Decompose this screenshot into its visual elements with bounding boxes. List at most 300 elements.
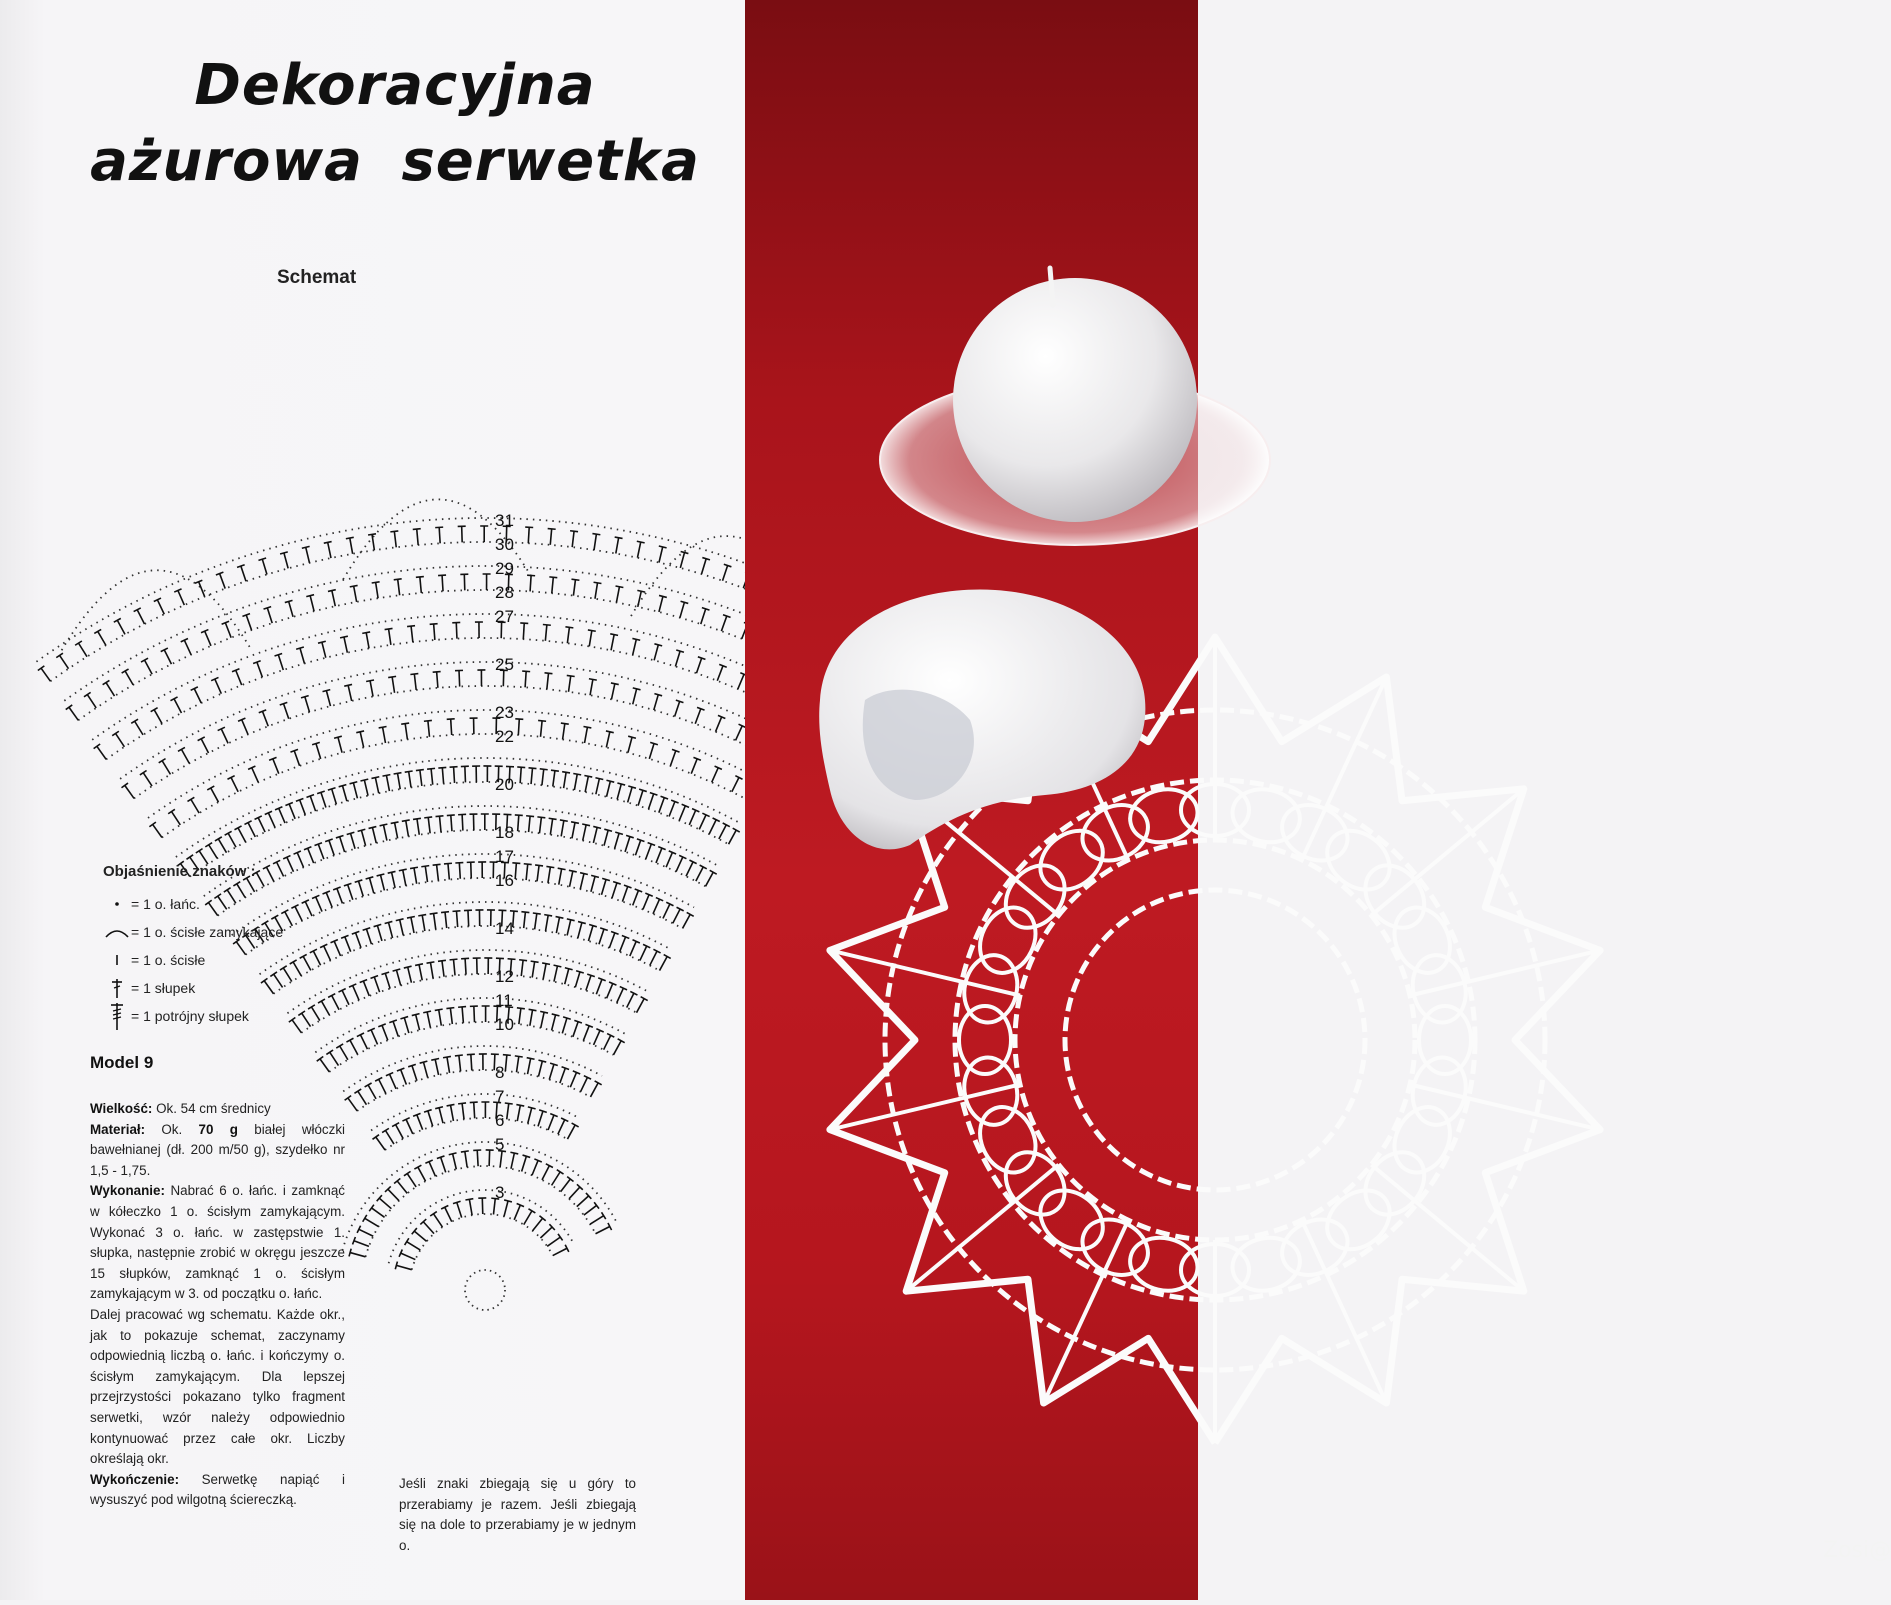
stitch-top <box>602 878 610 880</box>
stitch <box>350 1040 358 1054</box>
stitch <box>403 870 406 886</box>
stitch <box>302 1013 311 1026</box>
stitch <box>310 796 315 811</box>
stitch-top <box>578 922 586 924</box>
stitch <box>456 623 457 639</box>
stitch-top <box>529 768 537 769</box>
stitch-top <box>554 965 562 967</box>
stitch <box>392 872 395 888</box>
stitch <box>554 966 557 982</box>
stitch <box>585 727 588 743</box>
row-number: 27 <box>495 607 514 626</box>
row-number: 25 <box>495 655 514 674</box>
legend-row <box>103 974 283 1002</box>
stitch <box>354 586 357 602</box>
chain-ring <box>287 950 648 1013</box>
stitch <box>283 968 291 982</box>
stitch <box>236 670 242 685</box>
row-number: 12 <box>495 967 514 986</box>
stitch <box>267 608 272 623</box>
stitch <box>580 874 584 890</box>
stitch <box>300 648 304 663</box>
stitch <box>442 575 443 591</box>
stitch-top <box>533 913 541 914</box>
stitch-top <box>615 832 623 834</box>
stitch-top <box>567 675 575 676</box>
stitch <box>441 1157 446 1172</box>
stitch <box>474 1102 475 1118</box>
stitch-top <box>302 546 310 548</box>
stitch <box>531 768 532 784</box>
stitch <box>268 813 275 828</box>
stitch-top <box>615 537 623 538</box>
stitch <box>220 574 226 589</box>
stitch <box>622 887 627 902</box>
stitch <box>407 1174 416 1187</box>
stitch <box>337 888 343 903</box>
stitch-top <box>593 826 601 828</box>
stitch <box>174 699 181 713</box>
stitch <box>552 1172 561 1185</box>
stitch <box>552 577 554 593</box>
stitch <box>342 990 349 1004</box>
stitch-top <box>168 809 175 813</box>
stitch <box>209 845 217 859</box>
stitch-top <box>556 917 564 919</box>
stitch-top <box>441 912 449 913</box>
stitch <box>465 1151 467 1167</box>
stitch-top <box>369 1205 374 1211</box>
stitch <box>471 1054 472 1070</box>
stitch <box>125 785 134 798</box>
stitch <box>585 776 588 792</box>
row-number: 30 <box>495 535 514 554</box>
stitch-top <box>301 696 309 698</box>
stitch-top <box>396 919 404 921</box>
stitch-top <box>527 1058 535 1060</box>
stitch <box>609 933 614 948</box>
stitch <box>526 864 528 880</box>
stitch <box>184 640 191 655</box>
stitch <box>252 768 259 783</box>
stitch-top <box>510 1152 518 1154</box>
stitch <box>366 929 371 944</box>
stitch <box>507 1104 509 1120</box>
stitch-top <box>447 1104 455 1105</box>
stitch <box>529 816 531 832</box>
stitch-top <box>424 720 432 721</box>
stitch <box>445 912 447 928</box>
row-number: 17 <box>495 847 514 866</box>
stitch <box>541 721 543 737</box>
stitch-top <box>356 731 364 733</box>
legend-text: = 1 o. ścisłe zamykające <box>131 924 283 940</box>
stitch <box>372 827 376 843</box>
stitch-top <box>196 849 203 853</box>
stitch <box>348 885 353 900</box>
stitch <box>424 1062 428 1077</box>
stitch <box>583 1026 589 1041</box>
stitch <box>178 590 184 605</box>
stitch-top <box>563 1017 571 1019</box>
stitch-top <box>416 577 424 578</box>
stitch-top <box>449 1153 457 1155</box>
stitch-top <box>427 768 435 769</box>
stitch-top <box>380 824 388 826</box>
stitch <box>596 779 599 795</box>
stitch <box>633 890 639 905</box>
material-label: Materiał: <box>90 1122 145 1137</box>
stitch <box>420 577 421 593</box>
stitch <box>469 1199 472 1215</box>
stitch <box>330 1052 339 1065</box>
stitch <box>117 620 125 634</box>
stitch-top <box>340 636 348 638</box>
stitch <box>616 538 619 554</box>
stitch <box>241 566 246 581</box>
stitch <box>596 979 602 994</box>
stitch-top <box>576 971 584 973</box>
stitch <box>567 1125 575 1139</box>
stitch <box>303 956 311 970</box>
execution-paragraph <box>90 1181 345 1305</box>
stitch-top <box>413 529 421 530</box>
instructions <box>90 1099 345 1511</box>
stitch <box>643 895 649 910</box>
stitch-top <box>558 1234 563 1241</box>
stitch-top <box>354 1089 361 1093</box>
stitch <box>382 1025 388 1040</box>
stitch-top <box>379 727 387 728</box>
stitch <box>125 671 133 685</box>
stitch <box>588 926 593 941</box>
stitch-top <box>149 822 156 827</box>
stitch <box>205 631 211 646</box>
stitch <box>338 737 342 752</box>
stitch <box>447 1057 450 1073</box>
stitch <box>385 973 390 988</box>
stitch <box>242 720 248 735</box>
stitch-top <box>436 816 444 817</box>
stitch <box>398 579 400 595</box>
stitch-top <box>412 1014 420 1016</box>
stitch <box>606 732 609 748</box>
stitch <box>584 1205 597 1215</box>
stitch <box>586 975 591 990</box>
stitch <box>547 673 549 689</box>
stitch <box>398 773 401 789</box>
lace-ring <box>1065 890 1365 1190</box>
stitch <box>434 913 436 929</box>
stitch-top <box>433 864 441 865</box>
stitch <box>543 964 546 980</box>
stitch <box>343 786 347 801</box>
finish-text: Serwetkę napiąć i wysuszyć pod wilgotną ściereczką. <box>90 1472 345 1508</box>
stitch-top <box>515 1056 523 1057</box>
chain-ring <box>342 1142 617 1250</box>
stitch <box>285 912 292 926</box>
stitch <box>201 739 208 753</box>
row-number: 5 <box>495 1135 504 1154</box>
stitch <box>246 615 251 630</box>
stitch <box>578 923 582 938</box>
stitch-top <box>355 880 363 882</box>
stitch <box>537 865 539 881</box>
stitch <box>636 999 644 1013</box>
stitch <box>633 639 637 655</box>
stitch <box>172 812 181 825</box>
stitch <box>116 733 125 746</box>
stitch-top <box>561 723 569 724</box>
stitch <box>542 769 544 785</box>
stitch <box>332 591 335 607</box>
stitch <box>385 1130 393 1144</box>
stitch <box>548 1115 554 1130</box>
stitch <box>439 527 440 543</box>
stitch <box>539 817 541 833</box>
stitch <box>322 642 326 658</box>
stitch <box>211 788 219 802</box>
stitch <box>459 671 460 687</box>
stitch-top <box>404 966 412 968</box>
stitch-top <box>588 630 596 631</box>
stitch-top <box>616 586 624 588</box>
model-label: Model 9 <box>90 1053 153 1073</box>
arc-icon <box>103 925 131 939</box>
stitch <box>594 534 596 550</box>
stitch-top <box>339 785 347 787</box>
stitch-top <box>589 679 597 680</box>
stitch <box>454 959 456 975</box>
stitch <box>435 1059 438 1075</box>
stitch <box>273 759 279 774</box>
stitch <box>574 774 577 790</box>
stitch-top <box>591 875 599 877</box>
stitch <box>625 837 630 852</box>
stitch-top <box>528 1107 536 1109</box>
stitch <box>407 1242 421 1250</box>
stitch <box>540 1227 552 1238</box>
stitch <box>411 626 413 642</box>
stitch <box>607 984 613 999</box>
stitch <box>368 1085 376 1099</box>
stitch <box>439 1108 443 1124</box>
stitch-top <box>548 529 556 530</box>
stitch-top <box>628 786 636 788</box>
material-pre: Ok. <box>145 1122 198 1137</box>
stitch <box>412 1066 417 1081</box>
stitch <box>593 827 597 843</box>
finish-label: Wykończenie: <box>90 1472 179 1487</box>
stitch-top <box>140 771 147 775</box>
stitch <box>607 781 611 797</box>
bar-icon <box>103 952 131 968</box>
stitch-top <box>632 638 640 640</box>
legend-text: = 1 słupek <box>131 980 195 996</box>
stitch <box>428 1111 433 1126</box>
stitch-top <box>399 869 407 871</box>
stitch-top <box>517 1008 525 1009</box>
legend-row <box>103 1002 283 1030</box>
row-number: 10 <box>495 1015 514 1034</box>
stitch <box>379 1198 391 1208</box>
stitch-top <box>531 961 539 962</box>
stitch-top <box>373 1135 380 1140</box>
stitch-top <box>369 827 377 829</box>
stitch <box>627 993 634 1007</box>
stitch-top <box>522 671 530 672</box>
stitch-top <box>312 742 320 744</box>
stitch <box>418 1167 426 1181</box>
stitch <box>456 911 457 927</box>
stitch-top <box>385 921 393 923</box>
stitch <box>572 531 574 547</box>
stitch <box>439 1010 442 1026</box>
stitch <box>98 631 106 645</box>
stitch <box>326 893 332 908</box>
stitch <box>569 1187 580 1199</box>
stitch <box>427 1012 430 1028</box>
stitch <box>448 864 449 880</box>
stitch-top <box>550 1063 558 1065</box>
chain-ring <box>412 1214 553 1270</box>
dc-icon <box>103 977 131 999</box>
stitch-top <box>433 672 441 673</box>
stitch <box>528 527 529 543</box>
stitch <box>530 1010 533 1026</box>
row-number: 22 <box>495 727 514 746</box>
stitch-top <box>404 1171 411 1175</box>
stitch <box>401 1253 416 1259</box>
stitch-top <box>458 1007 466 1008</box>
stitch <box>371 1030 377 1045</box>
stitch-top <box>410 867 418 868</box>
stitch <box>560 1068 565 1083</box>
stitch-top <box>592 534 600 535</box>
stitch <box>380 875 384 891</box>
stitch-top <box>298 1011 305 1015</box>
stitch <box>523 623 524 639</box>
stitch <box>293 962 301 976</box>
stitch <box>546 915 549 931</box>
watermark: Zosi@ <box>1823 1538 1891 1563</box>
stitch <box>401 1070 407 1085</box>
stitch <box>434 1214 443 1227</box>
stitch-top <box>371 777 379 779</box>
stitch <box>477 1150 478 1166</box>
stitch-top <box>455 1055 463 1056</box>
stitch <box>538 1061 542 1077</box>
stitch <box>524 912 526 928</box>
stitch <box>326 691 330 706</box>
stitch-top <box>589 925 597 927</box>
stitch <box>628 737 632 752</box>
stitch-top <box>617 783 625 785</box>
stitch <box>348 1098 357 1111</box>
stitch-top <box>358 829 366 831</box>
stitch <box>630 941 636 956</box>
stitch <box>615 833 620 848</box>
size-text: Ok. 54 cm średnicy <box>152 1101 270 1116</box>
stitch <box>356 933 361 948</box>
legend-row <box>103 890 283 918</box>
stitch <box>570 871 573 887</box>
stitch <box>442 961 444 977</box>
stitch <box>564 772 566 788</box>
stitch-top <box>594 582 602 583</box>
legend-row <box>103 918 283 946</box>
stitch <box>638 591 641 607</box>
stitch <box>353 986 359 1001</box>
stitch-top <box>407 917 415 919</box>
stitch <box>305 902 312 917</box>
row-number: 28 <box>495 583 514 602</box>
stitch <box>194 689 201 703</box>
stitch <box>419 965 422 981</box>
stitch <box>538 1111 543 1126</box>
stitch-top <box>628 736 636 738</box>
stitch <box>231 777 238 791</box>
stitch-top <box>604 829 612 831</box>
stitch-top <box>521 912 529 913</box>
stitch <box>311 1007 319 1021</box>
legend-text: = 1 o. ścisłe <box>131 952 205 968</box>
stitch <box>316 744 321 759</box>
stitch <box>388 1189 399 1201</box>
stitch <box>332 789 337 804</box>
stitch <box>394 531 396 547</box>
stitch <box>143 773 152 786</box>
stitch <box>445 1207 452 1221</box>
stitch-top <box>606 731 614 733</box>
stitch-top <box>529 1009 537 1010</box>
stitch-top <box>350 585 358 586</box>
legend <box>103 863 283 1030</box>
legend-row <box>103 946 283 974</box>
stitch-top <box>544 915 552 916</box>
stitch <box>519 1008 521 1024</box>
stitch-top <box>326 1050 333 1054</box>
stitch <box>383 727 386 743</box>
stitch <box>451 719 452 735</box>
stitch-top <box>186 855 193 860</box>
stitch-top <box>584 775 592 777</box>
stitch <box>408 967 412 983</box>
stitch-top <box>347 832 355 834</box>
stitch <box>514 1205 520 1220</box>
stitch <box>515 863 516 879</box>
stitch <box>594 1030 600 1045</box>
stitch <box>573 1022 578 1037</box>
stitch <box>425 866 427 882</box>
stitch-top <box>540 1011 548 1013</box>
stitch-top <box>523 1155 531 1157</box>
stitch-top <box>349 1249 351 1257</box>
row-number: 3 <box>495 1183 504 1202</box>
stitch <box>366 633 369 649</box>
stitch-top <box>571 579 579 580</box>
stitch-top <box>582 824 590 826</box>
stitch <box>406 821 409 837</box>
stitch <box>397 1181 407 1193</box>
stitch <box>404 1018 409 1033</box>
stitch <box>414 674 416 690</box>
stitch <box>628 787 632 802</box>
stitch <box>545 625 546 641</box>
stitch <box>635 840 640 855</box>
stitch <box>279 808 285 823</box>
stitch-top <box>503 1055 511 1056</box>
